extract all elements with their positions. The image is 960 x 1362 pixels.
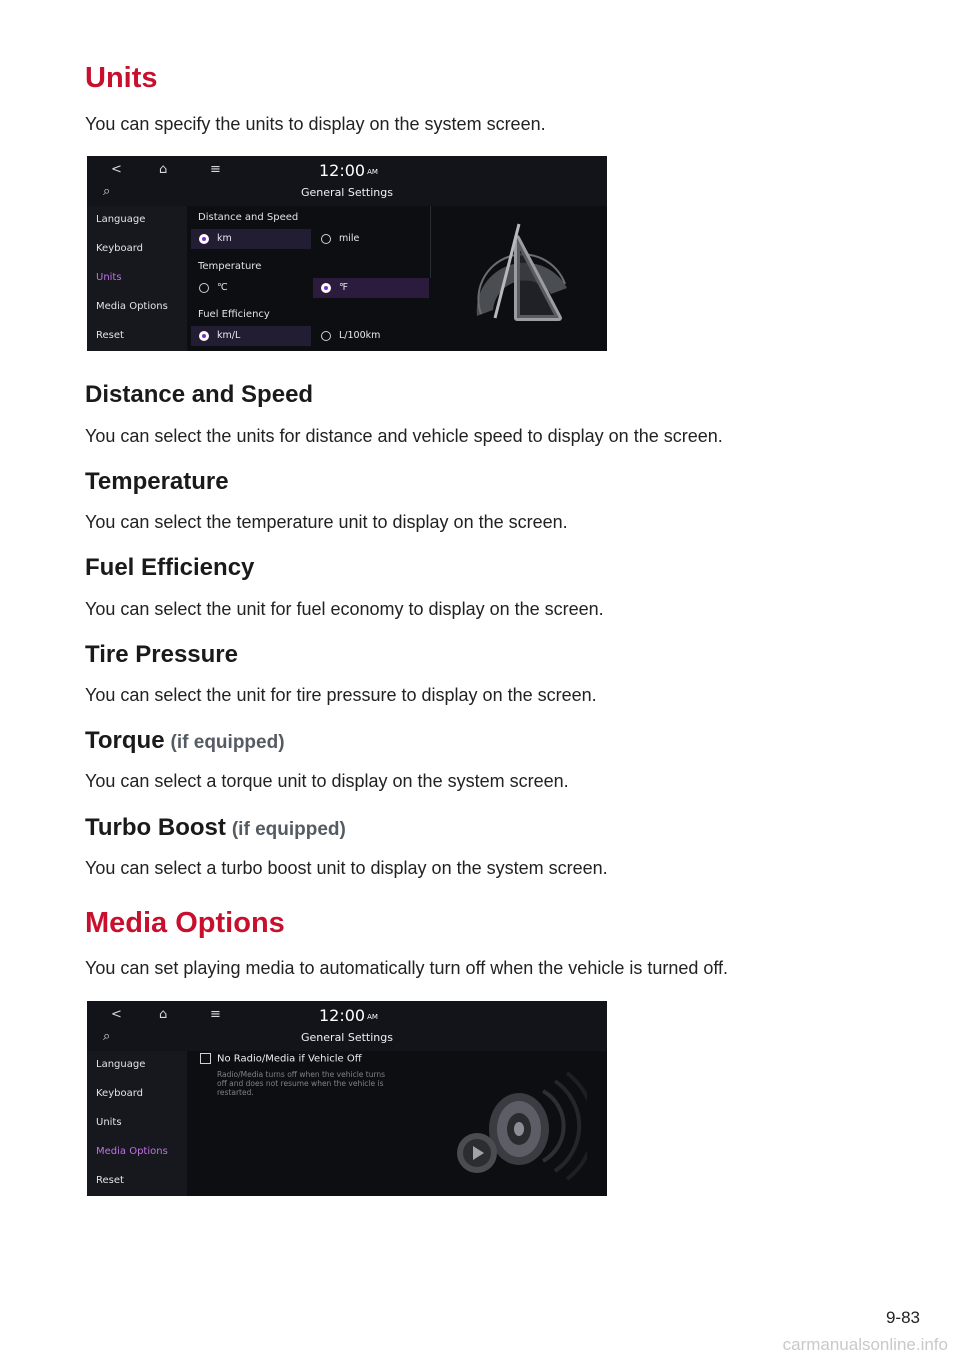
media-options-screenshot xyxy=(87,1001,607,1196)
option-celsius[interactable]: ℃ xyxy=(191,278,311,298)
sidebar-item-units[interactable]: Units xyxy=(96,1117,122,1128)
radio-unselected-icon xyxy=(321,331,331,341)
subsection-temperature-text: You can select the temperature unit to display on the screen. xyxy=(85,512,568,532)
sidebar-item-language[interactable]: Language xyxy=(96,214,146,225)
radio-unselected-icon xyxy=(199,283,209,293)
media-options-description: You can set playing media to automatically turn off when the vehicle is turned off. xyxy=(85,958,729,978)
if-equipped-note: (if equipped) xyxy=(231,819,346,840)
units-settings-screenshot xyxy=(87,156,607,351)
back-icon[interactable]: < xyxy=(111,1007,122,1022)
sidebar-item-reset[interactable]: Reset xyxy=(96,330,124,341)
section-title-units: Units xyxy=(85,62,158,94)
page-number: 9-83 xyxy=(885,1308,920,1327)
option-km-per-l[interactable]: km/L xyxy=(191,326,311,346)
checkbox-description: Radio/Media turns off when the vehicle turns off and does not resume when the vehicle is restarted. xyxy=(217,1070,386,1097)
watermark: carmanualsonline.info xyxy=(782,1335,948,1354)
screen-title: General Settings xyxy=(301,186,393,199)
sidebar-item-language[interactable]: Language xyxy=(96,1059,146,1070)
section-title-media-options: Media Options xyxy=(85,907,285,939)
screen-title: General Settings xyxy=(301,1031,393,1044)
if-equipped-note: (if equipped) xyxy=(170,732,285,753)
divider xyxy=(430,206,431,278)
option-mile[interactable]: mile xyxy=(313,229,429,249)
subsection-turbo-boost-text: You can select a turbo boost unit to display on the system screen. xyxy=(85,858,608,878)
radio-selected-icon xyxy=(321,283,331,293)
ruler-protractor-icon xyxy=(467,218,577,328)
sidebar-item-keyboard[interactable]: Keyboard xyxy=(96,1088,144,1099)
units-description: You can specify the units to display on the system screen. xyxy=(85,114,546,134)
subsection-tire-pressure: Tire Pressure xyxy=(85,641,238,668)
option-fahrenheit[interactable]: ℉ xyxy=(313,278,429,298)
group-label-fuel-efficiency: Fuel Efficiency xyxy=(198,309,270,320)
menu-icon[interactable]: ≡ xyxy=(210,162,221,177)
subsection-fuel-efficiency: Fuel Efficiency xyxy=(85,554,255,581)
subsection-torque: Torque (if equipped) xyxy=(85,727,285,754)
radio-selected-icon xyxy=(199,234,209,244)
sidebar-item-units[interactable]: Units xyxy=(96,272,122,283)
subsection-distance-speed-text: You can select the units for distance and vehicle speed to display on the screen. xyxy=(85,426,723,446)
subsection-turbo-boost: Turbo Boost (if equipped) xyxy=(85,814,346,841)
clock: 12:00 AM xyxy=(319,161,378,180)
search-icon[interactable]: ⌕ xyxy=(103,1029,111,1044)
option-km[interactable]: km xyxy=(191,229,311,249)
home-icon[interactable]: ⌂ xyxy=(159,1007,168,1022)
no-radio-media-checkbox[interactable]: No Radio/Media if Vehicle Off xyxy=(200,1053,362,1065)
sidebar-item-media-options[interactable]: Media Options xyxy=(96,301,168,312)
checkbox-icon xyxy=(200,1053,211,1064)
back-icon[interactable]: < xyxy=(111,162,122,177)
sidebar-item-keyboard[interactable]: Keyboard xyxy=(96,243,144,254)
menu-icon[interactable]: ≡ xyxy=(210,1007,221,1022)
subsection-tire-pressure-text: You can select the unit for tire pressure to display on the screen. xyxy=(85,685,597,705)
sidebar-item-reset[interactable]: Reset xyxy=(96,1175,124,1186)
radio-unselected-icon xyxy=(321,234,331,244)
group-label-distance: Distance and Speed xyxy=(198,212,299,223)
sidebar-item-media-options[interactable]: Media Options xyxy=(96,1146,168,1157)
radio-selected-icon xyxy=(199,331,209,341)
clock: 12:00 AM xyxy=(319,1006,378,1025)
group-label-temperature: Temperature xyxy=(198,261,262,272)
subsection-temperature: Temperature xyxy=(85,468,229,495)
subsection-fuel-efficiency-text: You can select the unit for fuel economy to display on the screen. xyxy=(85,599,604,619)
option-l-per-100km[interactable]: L/100km xyxy=(313,326,429,346)
subsection-distance-speed: Distance and Speed xyxy=(85,381,314,408)
subsection-torque-text: You can select a torque unit to display on the system screen. xyxy=(85,771,569,791)
speaker-icon xyxy=(447,1071,587,1186)
search-icon[interactable]: ⌕ xyxy=(103,184,111,199)
home-icon[interactable]: ⌂ xyxy=(159,162,168,177)
